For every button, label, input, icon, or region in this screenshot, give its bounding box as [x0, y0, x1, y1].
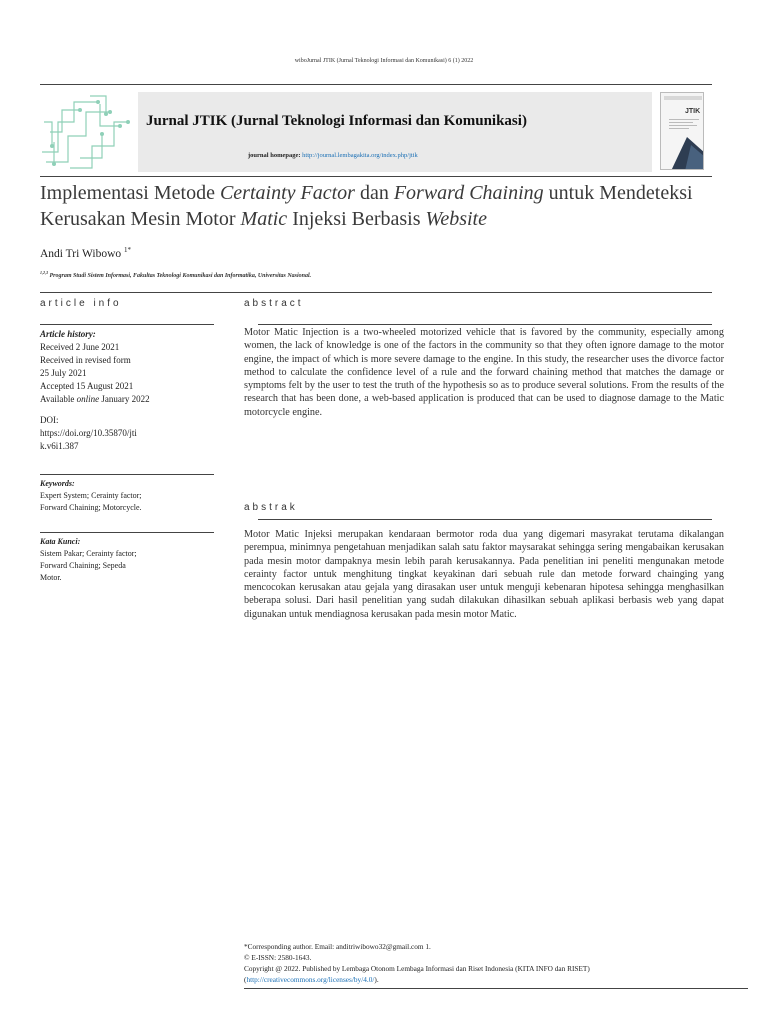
available-suffix: January 2022: [99, 394, 150, 404]
abstract-rule: [258, 324, 712, 325]
footer-rule: [244, 988, 748, 989]
title-segment: Certainty Factor: [219, 182, 355, 204]
doi-line-1[interactable]: https://doi.org/10.35870/jti: [40, 428, 137, 438]
info-top-rule: [40, 292, 712, 293]
affiliation-text: Program Studi Sistem Informasi, Fakultas Teknologi Komunikasi dan Informatika, Universitas Nasional.: [49, 273, 312, 279]
kata-kunci-label: Kata Kunci:: [40, 537, 81, 546]
kata-kunci-line-3: Motor.: [40, 573, 62, 582]
available-online: online: [76, 394, 100, 404]
journal-homepage: [248, 152, 418, 159]
title-segment: Website: [425, 208, 487, 230]
abstract-heading: abstract: [244, 298, 304, 309]
license: [244, 974, 764, 985]
keywords-line-2: Forward Chaining; Motorcycle.: [40, 503, 142, 512]
license-link[interactable]: http://creativecommons.org/licenses/by/4.0/: [246, 975, 375, 984]
article-history: [40, 328, 214, 453]
title-segment: Implementasi Metode: [40, 182, 220, 204]
author: [40, 246, 131, 260]
copyright: Copyright @ 2022. Published by Lembaga Otonom Lembaga Informasi dan Riset Indonesia (KITA INFO dan RISET): [244, 964, 590, 973]
doi-line-2[interactable]: k.v6i1.387: [40, 441, 79, 451]
abstract-english: Motor Matic Injection is a two-wheeled motorized vehicle that is favored by the community, especially among women, the lack of knowledge is one of the factors in the community so that they often ignore damage to the motor engine, the impact of which is more severe damage to the engine. In this study, the researcher uses the divorce factor method to calculate the confidence level of a rule and the forward chaining method that matches the damage or symptoms felt by the user to test the truth of the hypothesis so as to produce several solutions. From the results of the research that has been done, a web-based application is produced that can be used to diagnose damage to the Matic motorcycle engine.: [244, 327, 724, 418]
title-segment: untuk Mendeteksi Kerusakan Mesin Motor: [40, 182, 693, 230]
keywords: [40, 478, 214, 514]
revised-date: 25 July 2021: [40, 368, 87, 378]
keywords-label: Keywords:: [40, 479, 75, 488]
top-rule: [40, 84, 712, 85]
accepted-date: Accepted 15 August 2021: [40, 381, 134, 391]
homepage-link[interactable]: http://journal.lembagakita.org/index.php/jtik: [302, 152, 418, 159]
title-segment: Injeksi Berbasis: [287, 208, 426, 230]
kata-kunci: [40, 536, 214, 584]
article-info-heading: article info: [40, 298, 122, 309]
corresponding-author: *Corresponding author. Email: anditriwibowo32@gmail.com 1.: [244, 942, 431, 951]
keywords-rule: [40, 474, 214, 475]
footer-notes: [244, 941, 764, 985]
homepage-label: journal homepage:: [248, 152, 301, 159]
abstrak-heading: abstrak: [244, 502, 298, 513]
jtik-logo: [40, 92, 134, 172]
cover-title-text: JTIK: [685, 108, 701, 115]
running-head: wiboJurnal JTIK (Jurnal Teknologi Informasi dan Komunikasi) 6 (1) 2022: [294, 58, 474, 64]
kata-kunci-line-2: Forward Chaining; Sepeda: [40, 561, 126, 570]
kata-kunci-rule: [40, 532, 214, 533]
article-history-label: Article history:: [40, 329, 96, 339]
revised-label: Received in revised form: [40, 355, 131, 365]
journal-header: [40, 92, 708, 172]
info-left-rule: [40, 324, 214, 325]
kata-kunci-line-1: Sistem Pakar; Cerainty factor;: [40, 549, 137, 558]
title-segment: Forward Chaining: [393, 182, 544, 204]
journal-title: Jurnal JTIK (Jurnal Teknologi Informasi dan Komunikasi): [146, 113, 527, 129]
article-title: [40, 180, 740, 232]
title-segment: Matic: [240, 208, 288, 230]
doi-label: DOI:: [40, 415, 59, 425]
abstrak-rule: [258, 519, 712, 520]
author-name: Andi Tri Wibowo: [40, 247, 122, 260]
available-date: [40, 393, 214, 406]
author-superscript: 1*: [124, 246, 131, 254]
affiliation: [40, 270, 311, 279]
affiliation-superscript: 1,2,3: [40, 270, 48, 275]
title-segment: dan: [354, 182, 394, 204]
journal-cover-image: [660, 92, 704, 170]
license-open: (: [244, 975, 247, 984]
received-date: Received 2 June 2021: [40, 342, 120, 352]
keywords-line-1: Expert System; Cerainty factor;: [40, 491, 142, 500]
header-panel: [138, 92, 652, 172]
license-close: ).: [374, 975, 379, 984]
eissn: © E-ISSN: 2580-1643.: [244, 953, 312, 962]
abstract-indonesian: Motor Matic Injeksi merupakan kendaraan bermotor roda dua yang digemari masyrakat terutama dikalangan perempua, minimnya pengetahuan menjadikan salah satu faktor maysarakat sehingga sering mengabaikan kerusakan pada mesin motor dampaknya mesin lebih parah kerusakannya. Pada penelitian ini peneliti mengunakan metode cerainty factor untuk menghitung tingkat keyakinan dari sebuah rule dan metode forward chainging yang mencocokan kerusakan atau gejala yang dirasakan user untuk menguji kebenaran hipotesa sehingga menghasilkan beberapa solusi. Dari hasil penelitian yang sudah dilakukan dihasilkan sebuah aplikasi berbasis web yang dapat digunakan untuk mendiagnosa kerusakan pada mesin motor Matic.: [244, 529, 724, 620]
available-prefix: Available: [40, 394, 77, 404]
header-rule: [40, 176, 712, 177]
